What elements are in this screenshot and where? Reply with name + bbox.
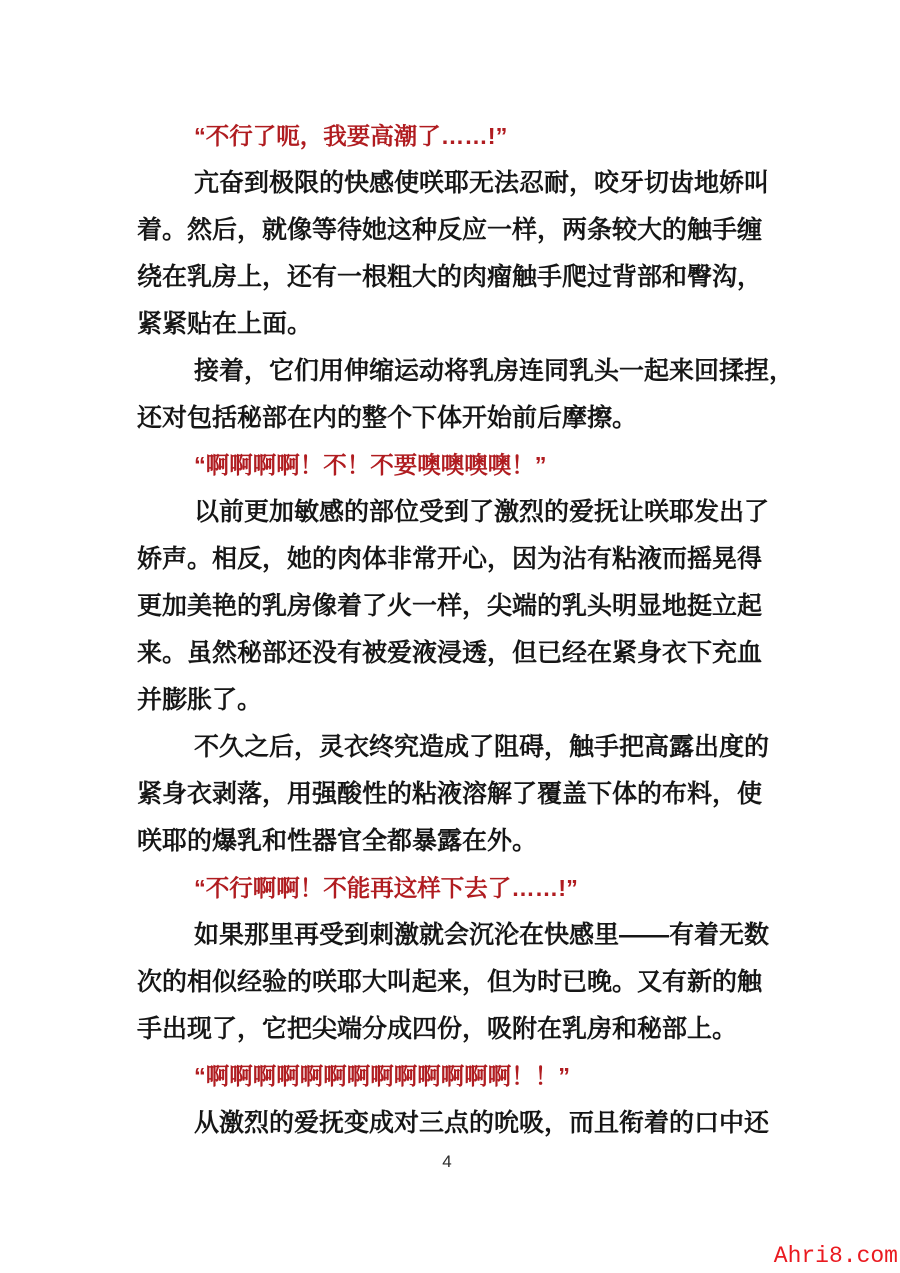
body-line: 紧紧贴在上面。 [137,310,313,338]
body-line: 绕在乳房上，还有一根粗大的肉瘤触手爬过背部和臀沟， [137,263,763,291]
body-line: 以前更加敏感的部位受到了激烈的爱抚让咲耶发出了 [194,498,770,526]
body-line: 手出现了，它把尖端分成四份，吸附在乳房和秘部上。 [137,1015,738,1043]
dialogue-line: “啊啊啊啊啊啊啊啊啊啊啊啊啊！！” [194,1063,570,1089]
body-line: 并膨胀了。 [137,686,263,714]
page-text [137,113,795,1147]
dialogue-line: “啊啊啊啊！不！不要噢噢噢噢！” [194,452,547,478]
body-line: 咲耶的爆乳和性器官全都暴露在外。 [137,827,538,855]
body-line: 接着，它们用伸缩运动将乳房连同乳头一起来回揉捏， [194,357,795,385]
body-line: 不久之后，灵衣终究造成了阻碍，触手把高露出度的 [194,733,770,761]
body-line: 着。然后，就像等待她这种反应一样，两条较大的触手缠 [137,216,763,244]
body-line: 更加美艳的乳房像着了火一样，尖端的乳头明显地挺立起 [137,592,763,620]
body-line: 如果那里再受到刺激就会沉沦在快感里——有着无数 [194,921,770,949]
watermark: Ahri8.com [773,1243,898,1269]
body-line: 从激烈的爱抚变成对三点的吮吸，而且衔着的口中还 [194,1109,770,1137]
dialogue-line: “不行了呃，我要高潮了……!” [194,123,508,149]
page-number: 4 [442,1152,452,1171]
body-line: 亢奋到极限的快感使咲耶无法忍耐，咬牙切齿地娇叫 [194,169,770,197]
body-line: 来。虽然秘部还没有被爱液浸透，但已经在紧身衣下充血 [137,639,763,667]
body-line: 还对包括秘部在内的整个下体开始前后摩擦。 [137,404,638,432]
body-line: 次的相似经验的咲耶大叫起来，但为时已晚。又有新的触 [137,968,763,996]
dialogue-line: “不行啊啊！不能再这样下去了……!” [194,875,578,901]
body-line: 娇声。相反，她的肉体非常开心，因为沾有粘液而摇晃得 [137,545,763,573]
body-line: 紧身衣剥落，用强酸性的粘液溶解了覆盖下体的布料，使 [137,780,763,808]
